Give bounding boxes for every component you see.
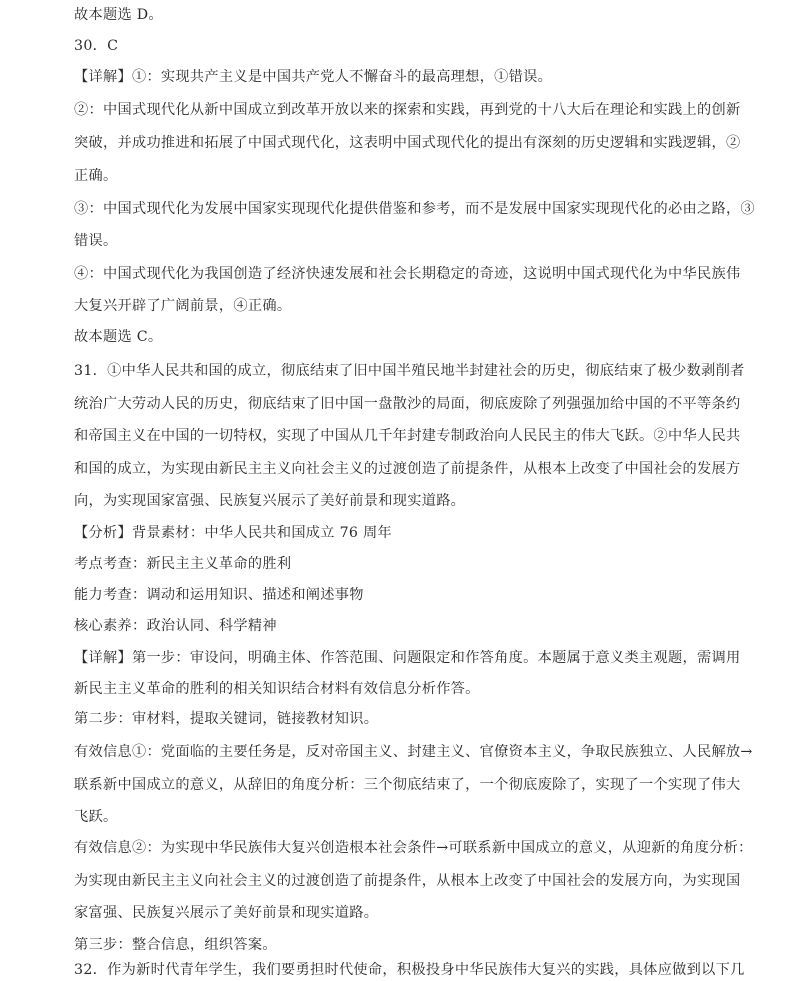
text-line: 考点考查：新民主主义革命的胜利 xyxy=(74,556,292,572)
text-line: 为实现由新民主主义向社会主义的过渡创造了前提条件，从根本上改变了中国社会的发展方向，为实现国 xyxy=(74,873,741,889)
text-line: 故本题选 D。 xyxy=(74,7,163,23)
text-line: 第二步：审材料，提取关键词，链接教材知识。 xyxy=(74,711,379,727)
text-line: 核心素养：政治认同、科学精神 xyxy=(74,618,277,634)
text-line: 30．C xyxy=(74,38,119,54)
text-line: 新民主主义革命的胜利的相关知识结合材料有效信息分析作答。 xyxy=(74,681,480,697)
text-line: 大复兴开辟了广阔前景，④正确。 xyxy=(74,298,292,314)
text-line: 错误。 xyxy=(74,233,118,249)
text-line: 有效信息①：党面临的主要任务是，反对帝国主义、封建主义、官僚资本主义，争取民族独立、人民解放→ xyxy=(74,744,753,760)
text-line: 和国的成立，为实现由新民主主义向社会主义的过渡创造了前提条件，从根本上改变了中国社会的发展方 xyxy=(74,461,741,477)
text-line: 能力考查：调动和运用知识、描述和阐述事物 xyxy=(74,587,364,603)
text-line: 向，为实现国家富强、民族复兴展示了美好前景和现实道路。 xyxy=(74,493,466,509)
text-line: 和帝国主义在中国的一切特权，实现了中国从几千年封建专制政治向人民民主的伟大飞跃。②中华人民共 xyxy=(74,428,741,444)
text-line: 【详解】第一步：审设问，明确主体、作答范围、问题限定和作答角度。本题属于意义类主观题，需调用 xyxy=(74,650,741,666)
text-line: ③：中国式现代化为发展中国家实现现代化提供借鉴和参考，而不是发展中国家实现现代化的必由之路，③ xyxy=(74,201,755,217)
text-line: 飞跃。 xyxy=(74,809,118,825)
text-line: ④：中国式现代化为我国创造了经济快速发展和社会长期稳定的奇迹，这说明中国式现代化为中华民族伟 xyxy=(74,266,741,282)
text-line: 31．①中华人民共和国的成立，彻底结束了旧中国半殖民地半封建社会的历史，彻底结束了极少数剥削者 xyxy=(74,363,745,379)
text-line: 有效信息②：为实现中华民族伟大复兴创造根本社会条件→可联系新中国成立的意义，从迎新的角度分析： xyxy=(74,840,753,856)
text-line: 突破，并成功推进和拓展了中国式现代化，这表明中国式现代化的提出有深刻的历史逻辑和实践逻辑，② xyxy=(74,135,741,151)
text-line: 【分析】背景素材：中华人民共和国成立 76 周年 xyxy=(74,525,393,541)
text-line: ②：中国式现代化从新中国成立到改革开放以来的探索和实践，再到党的十八大后在理论和实践上的创新 xyxy=(74,102,741,118)
text-line: 故本题选 C。 xyxy=(74,329,163,345)
text-line: 统治广大劳动人民的历史，彻底结束了旧中国一盘散沙的局面，彻底废除了列强强加给中国的不平等条约 xyxy=(74,396,741,412)
text-line: 家富强、民族复兴展示了美好前景和现实道路。 xyxy=(74,905,379,921)
text-line: 第三步：整合信息，组织答案。 xyxy=(74,937,277,953)
text-line: 【详解】①：实现共产主义是中国共产党人不懈奋斗的最高理想，①错误。 xyxy=(74,69,553,85)
text-line: 联系新中国成立的意义，从辞旧的角度分析：三个彻底结束了，一个彻底废除了，实现了一个实现了伟大 xyxy=(74,777,741,793)
text-line: 正确。 xyxy=(74,168,118,184)
text-line: 32．作为新时代青年学生，我们要勇担时代使命，积极投身中华民族伟大复兴的实践，具体应做到以下几 xyxy=(74,962,745,978)
